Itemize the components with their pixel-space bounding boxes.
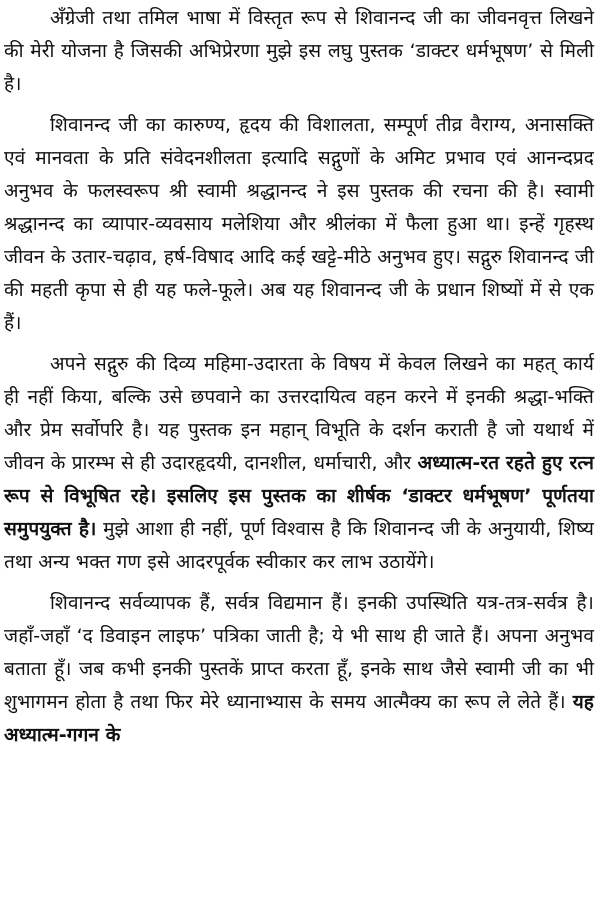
bold-emphasis-text: यह अध्यात्म-गगन के xyxy=(4,691,594,746)
paragraph-text: अँग्रेजी तथा तमिल भाषा में विस्तृत रूप से शिवानन्द जी का जीवनवृत्त लिखने की मेरी योजना है जिसकी अभिप्रेरणा मुझे इस लघु पुस्तक ‘डाक्टर धर्मभूषण’ से मिली है। xyxy=(4,7,594,95)
paragraph-text: मुझे आशा ही नहीं, पूर्ण विश्वास है कि शिवानन्द जी के अनुयायी, शिष्य तथा अन्य भक्त गण इसे आदरपूर्वक स्वीकार कर लाभ उठायेंगे। xyxy=(4,518,594,573)
paragraph-omnipresence xyxy=(4,587,594,752)
paragraph-text: अपने सद्गुरु की दिव्य महिमा-उदारता के विषय में केवल लिखने का महत् कार्य ही नहीं किया, बल्कि उसे छपवाने का उत्तरदायित्व वहन करने में इनकी श्रद्धा-भक्ति और प्रेम सर्वोपरि है। यह पुस्तक इन महान् विभूति के दर्शन कराती है जो यथार्थ में जीवन के प्रारम्भ से ही उदारहृदयी, दानशील, धर्माचारी, और xyxy=(4,353,594,474)
paragraph-sivananda-virtues xyxy=(4,109,594,340)
bold-emphasis-text: अध्यात्म-रत रहते हुए रत्न रूप से विभूषित रहे। इसलिए इस पुस्तक का शीर्षक ‘डाक्टर धर्मभूषण’ पूर्णतया समुपयुक्त है। xyxy=(4,452,594,540)
paragraph-text: शिवानन्द सर्वव्यापक हैं, सर्वत्र विद्यमान हैं। इनकी उपस्थिति यत्र-तत्र-सर्वत्र है। जहाँ-जहाँ ‘द डिवाइन लाइफ’ पत्रिका जाती है; ये भी साथ ही जाते हैं। अपना अनुभव बताता हूँ। जब कभी इनकी पुस्तकें प्राप्त करता हूँ, इनके साथ जैसे स्वामी जी का भी शुभागमन होता है तथा फिर मेरे ध्यानाभ्यास के समय आत्मैक्य का रूप ले लेते हैं। xyxy=(4,592,594,713)
paragraph-biography-plan xyxy=(4,2,594,101)
paragraph-text: शिवानन्द जी का कारुण्य, हृदय की विशालता, सम्पूर्ण तीव्र वैराग्य, अनासक्ति एवं मानवता के प्रति संवेदनशीलता इत्यादि सद्गुणों के अमिट प्रभाव एवं आनन्दप्रद अनुभव के फलस्वरूप श्री स्वामी श्रद्धानन्द ने इस पुस्तक की रचना की है। स्वामी श्रद्धानन्द का व्यापार-व्यवसाय मलेशिया और श्रीलंका में फैला हुआ था। इन्हें गृहस्थ जीवन के उतार-चढ़ाव, हर्ष-विषाद आदि कई खट्टे-मीठे अनुभव हुए। सद्गुरु शिवानन्द जी की महती कृपा से ही यह फले-फूले। अब यह शिवानन्द जी के प्रधान शिष्यों में से एक हैं। xyxy=(4,114,594,334)
paragraph-guru-glory xyxy=(4,348,594,579)
document-page xyxy=(4,2,594,760)
